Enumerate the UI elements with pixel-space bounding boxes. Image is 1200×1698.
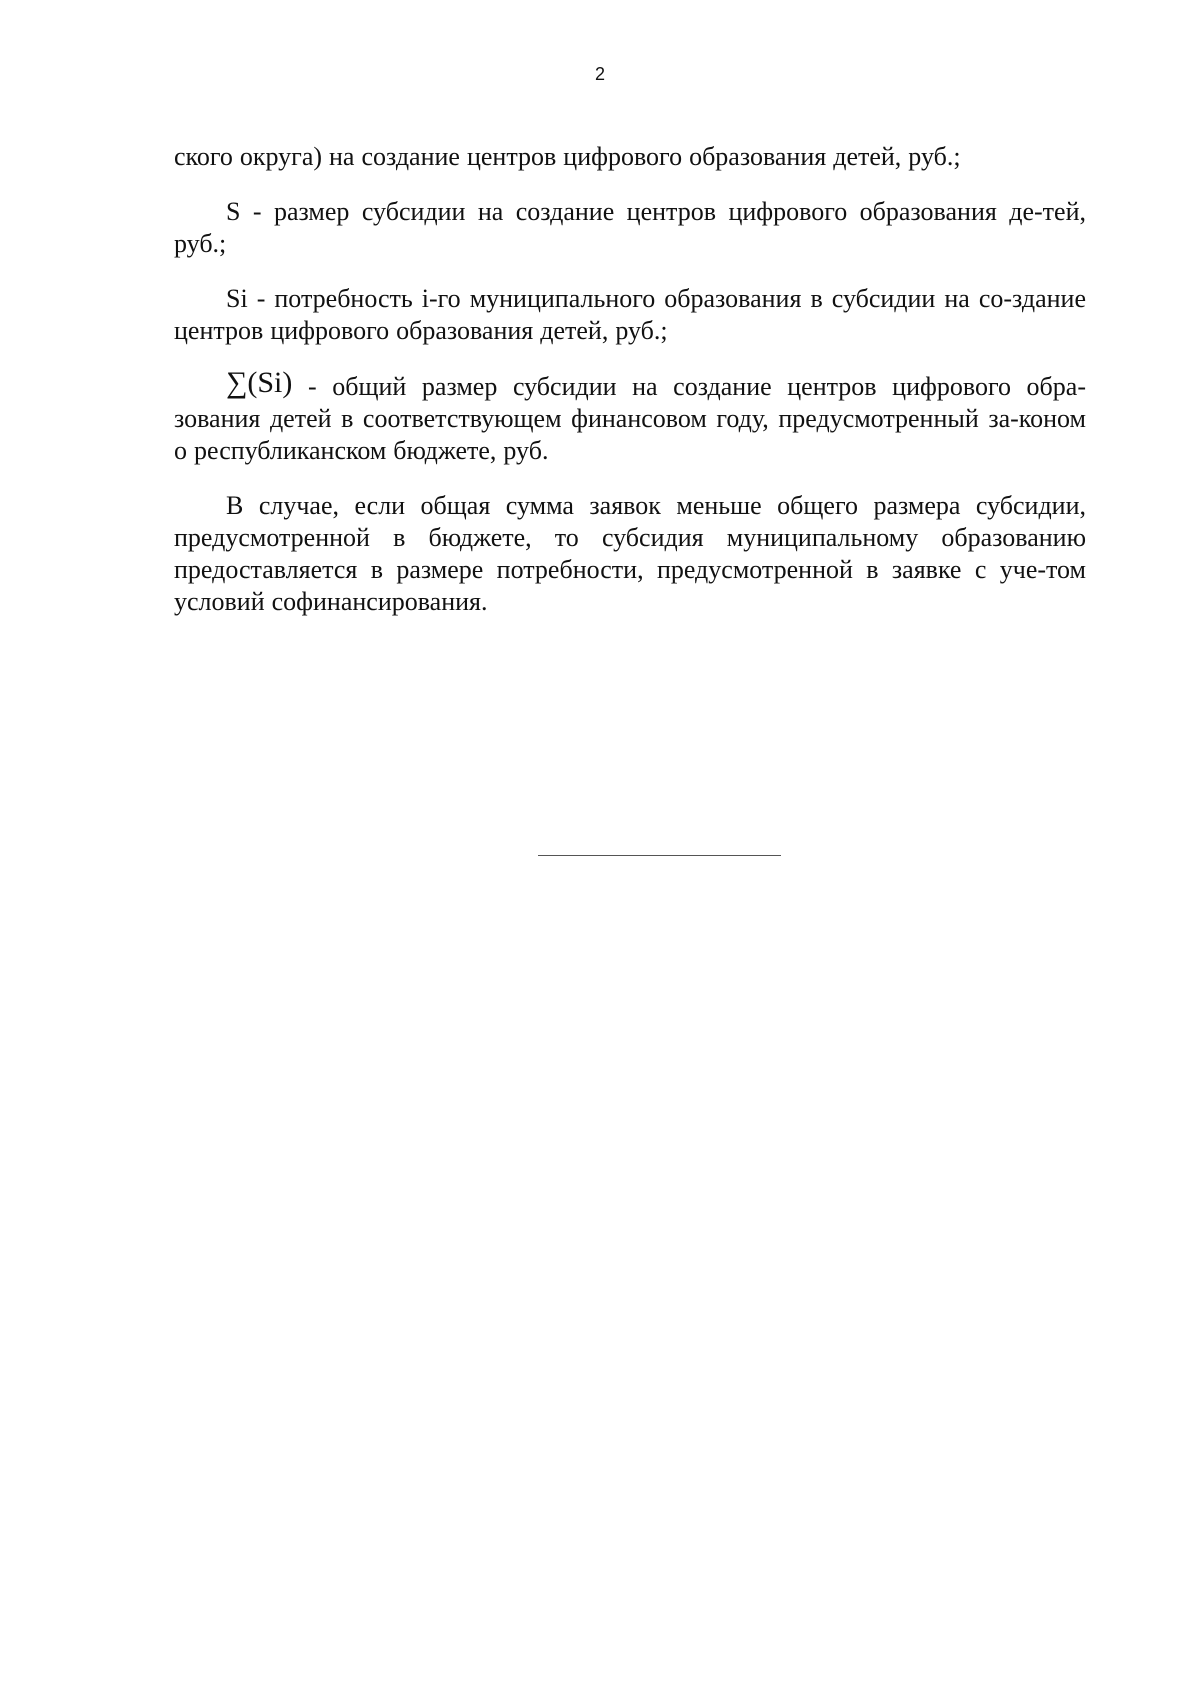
page-number: 2	[594, 64, 605, 84]
document-body	[174, 141, 1086, 618]
paragraph-conclusion: В случае, если общая сумма заявок меньше общего размера субсидии, предусмотренной в бюджете, то субсидия муниципальному образованию предоставляется в размере потребности, предусмотренной в заявке с уче-том условий софинансирования.	[174, 491, 1086, 616]
sum-formula: ∑(Si)	[226, 366, 293, 399]
paragraph-s-definition: S - размер субсидии на создание центров цифрового образования де-тей, руб.;	[174, 197, 1086, 258]
paragraph-continuation: ского округа) на создание центров цифрового образования детей, руб.;	[174, 142, 961, 171]
paragraph-si-definition: Si - потребность i-го муниципального образования в субсидии на со-здание центров цифрового образования детей, руб.;	[174, 284, 1086, 345]
sum-definition-text: - общий размер субсидии на создание центров цифрового обра-зования детей в соответствующем финансовом году, предусмотренный за-коном о республиканском бюджете, руб.	[174, 372, 1086, 465]
paragraph-sum-definition	[174, 366, 1086, 467]
end-divider	[538, 855, 781, 856]
